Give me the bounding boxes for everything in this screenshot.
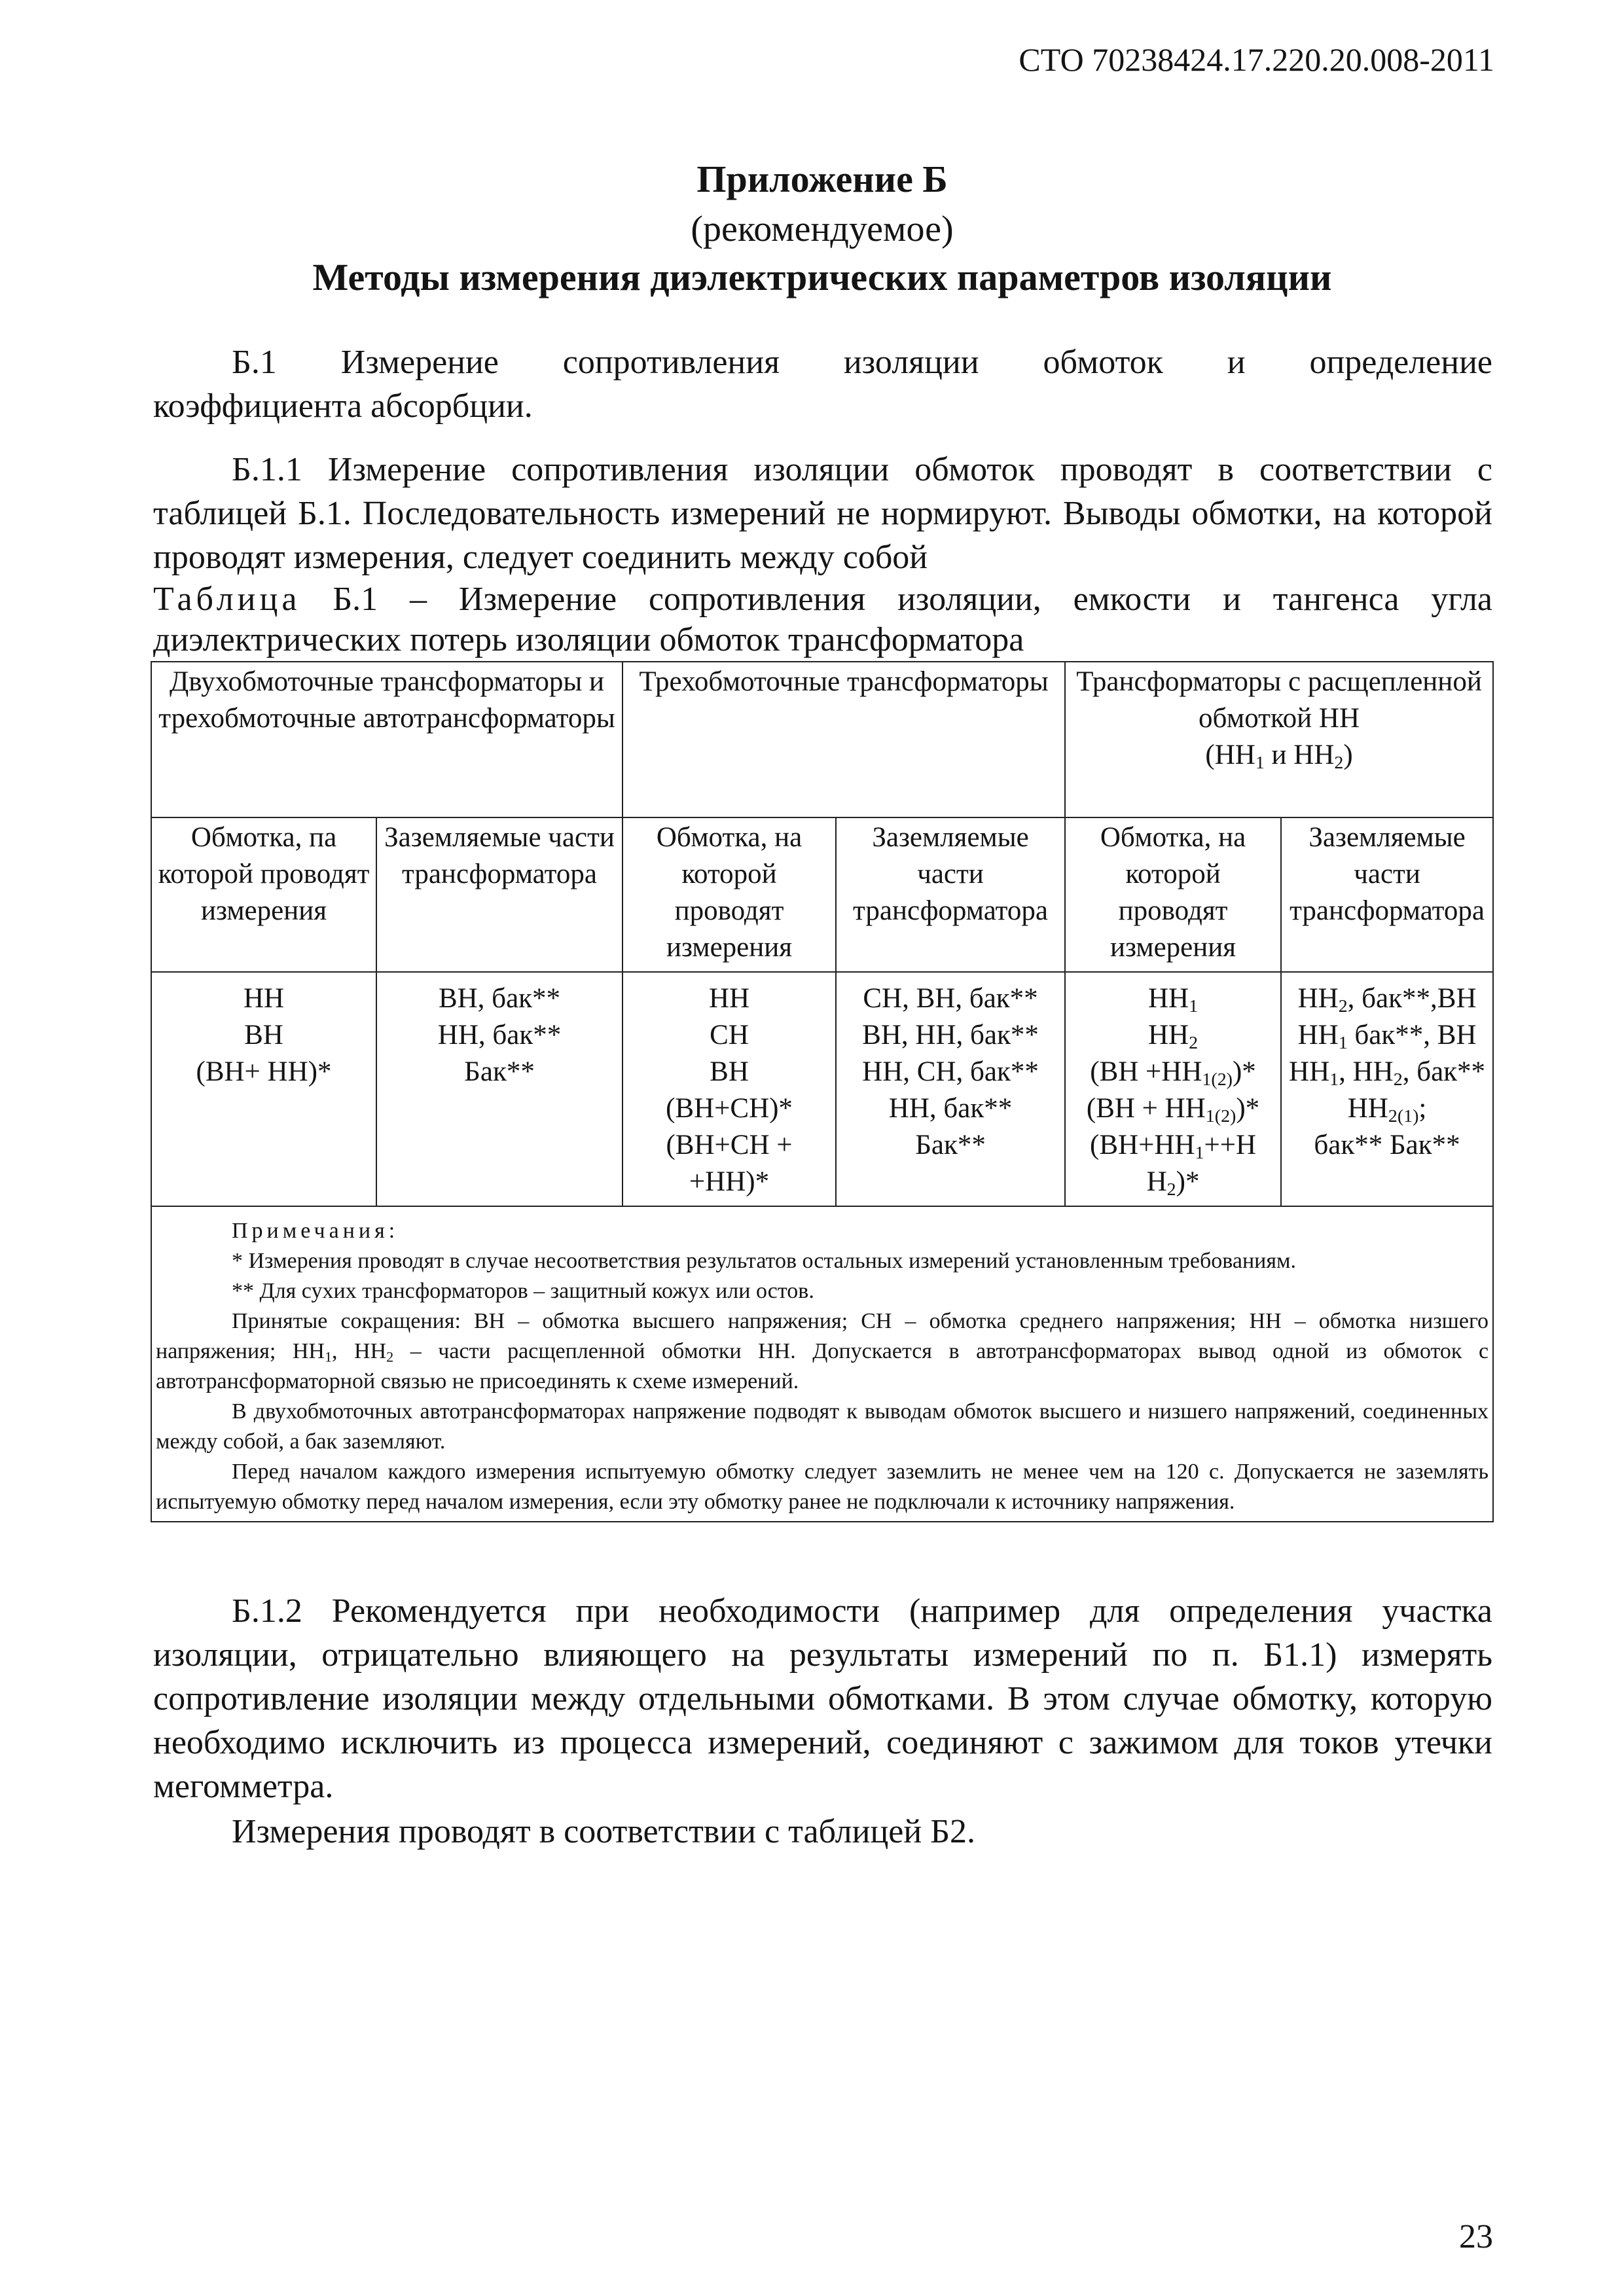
header-split-winding-sub: ($НН_1$ и $НН_2$)	[1205, 740, 1353, 773]
paragraph-b1-2: Б.1.2 Рекомендуется при необходимости (например для определения участка изоляции, отрицательно влияющего на результаты измерений по п. Б1.1) измерять сопротивление изоляции между отдельными обмотками. В этом случае обмотку, которую необходимо исключить из процесса измерений, соединяют с зажимом для токов утечки мегомметра.	[153, 1592, 1492, 1805]
section-b1-line1: Б.1 Измерение сопротивления изоляции обмоток и определение	[232, 344, 1492, 381]
col-winding-3: Обмотка, на которой проводят измерения	[1065, 817, 1281, 972]
col-winding-1: Обмотка, па которой проводят измерения	[151, 817, 376, 972]
note-2: ** Для сухих трансформаторов – защитный кожух или остов.	[232, 1279, 814, 1303]
col-grounded-2: Заземляемые части трансформатора	[836, 817, 1065, 972]
cell-winding-three: НН СН ВН (ВН+СН)* (ВН+СН + +НН)*	[623, 972, 836, 1206]
cell-winding-two: НН ВН (ВН+ НН)*	[151, 972, 376, 1206]
table-notes-row	[151, 1206, 1493, 1522]
table-column-header-row	[151, 817, 1493, 972]
note-4: В двухобмоточных автотрансформаторах напряжение подводят к выводам обмоток высшего и низшего напряжений, соединенных между собой, а бак заземляют.	[156, 1399, 1489, 1454]
cell-grounded-split: $НН_2$, бак**,ВН $НН_1$ бак**, ВН $НН_1$, $НН_2$, бак** $НН_{2(1)}$; бак** Бак**	[1281, 972, 1493, 1206]
cell-grounded-three: СН, ВН, бак** ВН, НН, бак** НН, СН, бак** НН, бак** Бак**	[836, 972, 1065, 1206]
table-group-header-row	[151, 662, 1493, 817]
paragraph-b1-1: Б.1.1 Измерение сопротивления изоляции обмоток проводят в соответствии с таблицей Б.1. Последовательность измерений не нормируют. Выводы обмотки, на которой проводят измерения, следует соединить между собой	[153, 451, 1492, 576]
section-b1-heading	[153, 340, 1492, 384]
cell-winding-split: $НН_1$ $НН_2$ $(ВН +НН_{1(2)})*$ $(ВН + НН_{1(2)})*$ ($ВН+НН_1++Н$ $Н_2)*$	[1065, 972, 1281, 1206]
table-caption	[153, 579, 1492, 660]
appendix-subtitle: (рекомендуемое)	[691, 209, 954, 249]
col-winding-2: Обмотка, на которой проводят измерения	[623, 817, 836, 972]
note-1: * Измерения проводят в случае несоответствия результатов остальных измерений установленным требованиям.	[232, 1249, 1297, 1273]
table-row	[151, 972, 1493, 1206]
table-notes	[151, 1206, 1493, 1522]
note-5: Перед началом каждого измерения испытуемую обмотку следует заземлить не менее чем на 120 с. Допускается не заземлять испытуемую обмотку перед началом измерения, если эту обмотку ранее не подключали к источнику напряжения.	[156, 1460, 1489, 1514]
header-split-winding-label: Трансформаторы с расщепленной обмоткой НН	[1076, 666, 1482, 734]
section-b1-line2: коэффициента абсорбции.	[153, 387, 533, 425]
table-caption-label: Таблица	[153, 581, 301, 618]
notes-label: Примечания:	[232, 1219, 399, 1243]
paragraph-final: Измерения проводят в соответствии с таблицей Б2.	[232, 1813, 976, 1850]
cell-grounded-two: ВН, бак** НН, бак** Бак**	[376, 972, 623, 1206]
appendix-heading: Методы измерения диэлектрических параметров изоляции	[312, 256, 1332, 298]
header-two-winding: Двухобмоточные трансформаторы и трехобмоточные автотрансформаторы	[151, 662, 623, 817]
document-code: СТО 70238424.17.220.20.008-2011	[1019, 41, 1494, 78]
table-caption-text: Б.1 – Измерение сопротивления изоляции, емкости и тангенса угла диэлектрических потерь изоляции обмоток трансформатора	[153, 581, 1493, 658]
col-grounded-3: Заземляемые части трансформатора	[1281, 817, 1493, 972]
col-grounded-1: Заземляемые части трансформатора	[376, 817, 623, 972]
table-b1	[151, 661, 1494, 1522]
note-3: Принятые сокращения: ВН – обмотка высшего напряжения; СН – обмотка среднего напряжения; НН – обмотка низшего напряжения; $НН_1$, $НН_2$ – части расщепленной обмотки НН. Допускается в автотрансформаторах вывод одной из обмоток с автотрансформаторной связью не присоединять к схеме измерений.	[156, 1309, 1489, 1393]
header-three-winding: Трехобмоточные трансформаторы	[623, 662, 1065, 817]
header-split-winding	[1065, 662, 1493, 817]
page-number: 23	[1459, 2218, 1493, 2255]
appendix-title: Приложение Б	[696, 158, 948, 200]
